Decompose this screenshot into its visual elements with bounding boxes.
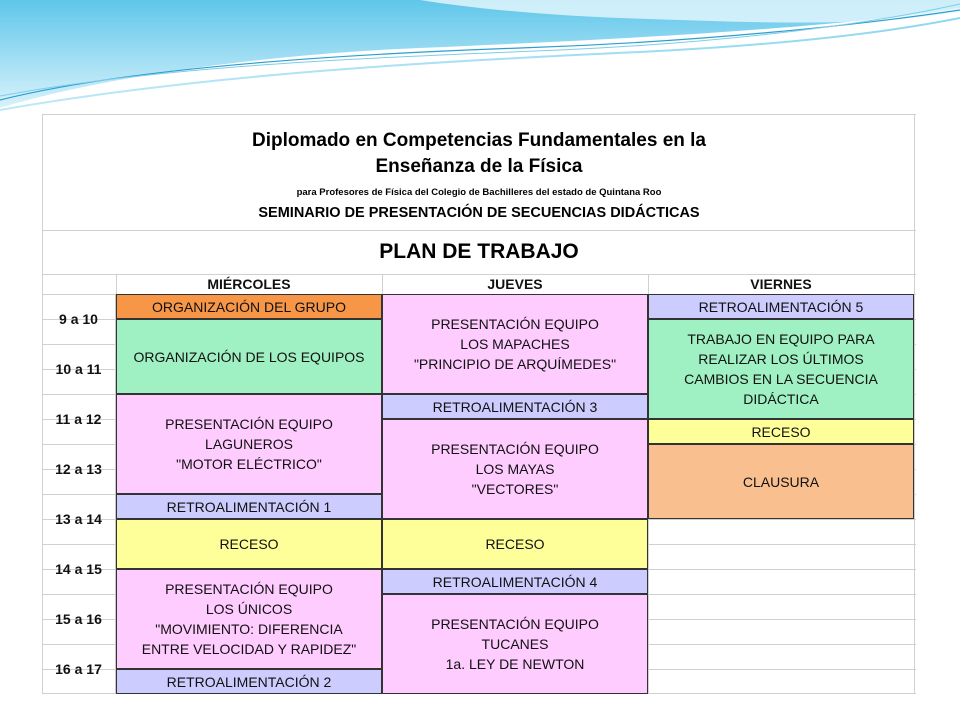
thu-retroalimentacion-4: RETROALIMENTACIÓN 4	[382, 569, 648, 594]
fri-trabajo-en-equipo: TRABAJO EN EQUIPO PARA REALIZAR LOS ÚLTIMOS CAMBIOS EN LA SECUENCIA DIDÁCTICA	[648, 319, 914, 419]
decorative-wave-banner	[0, 0, 960, 115]
wed-organizacion-equipos: ORGANIZACIÓN DE LOS EQUIPOS	[116, 319, 382, 394]
time-slot: 12 a 13	[42, 444, 116, 494]
grid-line	[42, 230, 916, 231]
time-slot: 10 a 11	[42, 344, 116, 394]
time-slot: 14 a 15	[42, 544, 116, 594]
fri-receso: RECESO	[648, 419, 914, 444]
grid-line	[42, 114, 916, 115]
time-slot: 13 a 14	[42, 494, 116, 544]
day-header-wednesday: MIÉRCOLES	[207, 276, 291, 292]
time-slot: 16 a 17	[42, 644, 116, 694]
schedule-sheet	[42, 114, 916, 694]
time-slot: 15 a 16	[42, 594, 116, 644]
day-header-thursday: JUEVES	[487, 276, 543, 292]
seminar-title: SEMINARIO DE PRESENTACIÓN DE SECUENCIAS DIDÁCTICAS	[258, 205, 700, 221]
day-header-friday: VIERNES	[750, 276, 812, 292]
plan-title: PLAN DE TRABAJO	[379, 240, 579, 263]
grid-line	[914, 114, 915, 694]
wed-presentacion-los-unicos: PRESENTACIÓN EQUIPO LOS ÚNICOS "MOVIMIENTO: DIFERENCIA ENTRE VELOCIDAD Y RAPIDEZ"	[116, 569, 382, 669]
wed-presentacion-laguneros: PRESENTACIÓN EQUIPO LAGUNEROS "MOTOR ELÉCTRICO"	[116, 394, 382, 494]
wed-retroalimentacion-2: RETROALIMENTACIÓN 2	[116, 669, 382, 694]
time-slot: 11 a 12	[42, 394, 116, 444]
thu-presentacion-los-mayas: PRESENTACIÓN EQUIPO LOS MAYAS "VECTORES"	[382, 419, 648, 519]
thu-presentacion-los-mapaches: PRESENTACIÓN EQUIPO LOS MAPACHES "PRINCIPIO DE ARQUÍMEDES"	[382, 294, 648, 394]
wed-organizacion-grupo: ORGANIZACIÓN DEL GRUPO	[116, 294, 382, 319]
thu-receso: RECESO	[382, 519, 648, 569]
time-slot: 9 a 10	[42, 294, 116, 344]
fri-retroalimentacion-5: RETROALIMENTACIÓN 5	[648, 294, 914, 319]
thu-presentacion-tucanes: PRESENTACIÓN EQUIPO TUCANES 1a. LEY DE NEWTON	[382, 594, 648, 694]
diploma-subtitle: para Profesores de Física del Colegio de Bachilleres del estado de Quintana Roo	[296, 187, 662, 198]
wed-receso: RECESO	[116, 519, 382, 569]
thu-retroalimentacion-3: RETROALIMENTACIÓN 3	[382, 394, 648, 419]
wed-retroalimentacion-1: RETROALIMENTACIÓN 1	[116, 494, 382, 519]
diploma-title: Diplomado en Competencias Fundamentales en la Enseñanza de la Física	[252, 130, 706, 177]
fri-clausura: CLAUSURA	[648, 444, 914, 519]
